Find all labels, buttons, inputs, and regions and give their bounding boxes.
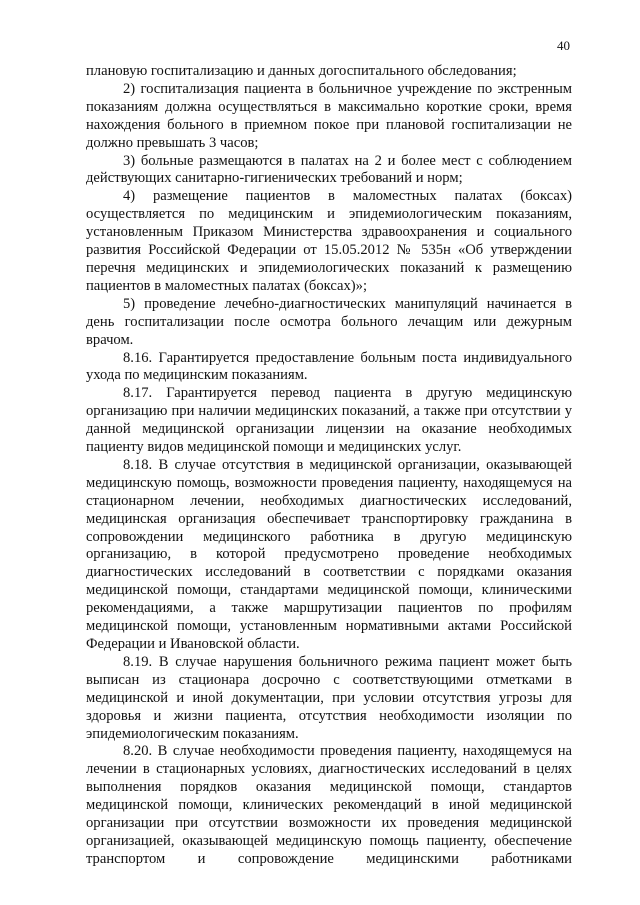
paragraph-8-19: 8.19. В случае нарушения больничного режима пациент может быть выписан из стационара досрочно с соответствующими отметками в медицинской и иной документации, при условии отсутствия угрозы для здоровья и жизни пациента, отсутствия необходимости изоляции по эпидемиологическим показаниям. [86,653,572,742]
paragraph-8-18: 8.18. В случае отсутствия в медицинской организации, оказывающей медицинскую помощь, возможности проведения пациенту, находящемуся на стационарном лечении, необходимых диагностических исследований, медицинская организация обеспечивает транспортировку гражданина в сопровождении медицинского работника в другую медицинскую организацию, в которой предусмотрено проведение необходимых диагностических исследований в соответствии с порядками оказания медицинской помощи, стандартами медицинской помощи, клиническими рекомендациями, а также маршрутизации пациентов по профилям медицинской помощи, установленным нормативными актами Российской Федерации и Ивановской области. [86,456,572,652]
document-body [86,63,572,869]
paragraph-8-20: 8.20. В случае необходимости проведения пациенту, находящемуся на лечении в стационарных условиях, диагностических исследований в целях выполнения порядков оказания медицинской помощи, стандартов медицинской помощи, клинических рекомендаций в иной медицинской организации при отсутствии возможности их проведения медицинской организацией, оказывающей медицинскую помощь пациенту, обеспечение транспортом и сопровождение медицинскими работниками [86,743,572,867]
paragraph-8-16: 8.16. Гарантируется предоставление больным поста индивидуального ухода по медицинским показаниям. [86,349,572,384]
paragraph-item-4: 4) размещение пациентов в маломестных палатах (боксах) осуществляется по медицинским и эпидемиологическим показаниям, установленным Приказом Министерства здравоохранения и социального развития Российской Федерации от 15.05.2012 № 535н «Об утверждении перечня медицинских и эпидемиологических показаний к размещению пациентов в маломестных палатах (боксах)»; [86,188,572,294]
paragraph-item-3: 3) больные размещаются в палатах на 2 и более мест с соблюдением действующих санитарно-гигиенических требований и норм; [86,152,572,187]
paragraph-item-2: 2) госпитализация пациента в больничное учреждение по экстренным показаниям должна осуществляться в максимально короткие сроки, время нахождения больного в приемном покое при плановой госпитализации не должно превышать 3 часов; [86,80,572,151]
paragraph-8-17: 8.17. Гарантируется перевод пациента в другую медицинскую организацию при наличии медицинских показаний, а также при отсутствии у данной медицинской организации лицензии на оказание необходимых пациенту видов медицинской помощи и медицинских услуг. [86,385,572,456]
paragraph-continuation: плановую госпитализацию и данных догоспитального обследования; [86,63,517,79]
paragraph-item-5: 5) проведение лечебно-диагностических манипуляций начинается в день госпитализации после осмотра больного лечащим или дежурным врачом. [86,295,572,348]
page-number: 40 [557,38,570,53]
